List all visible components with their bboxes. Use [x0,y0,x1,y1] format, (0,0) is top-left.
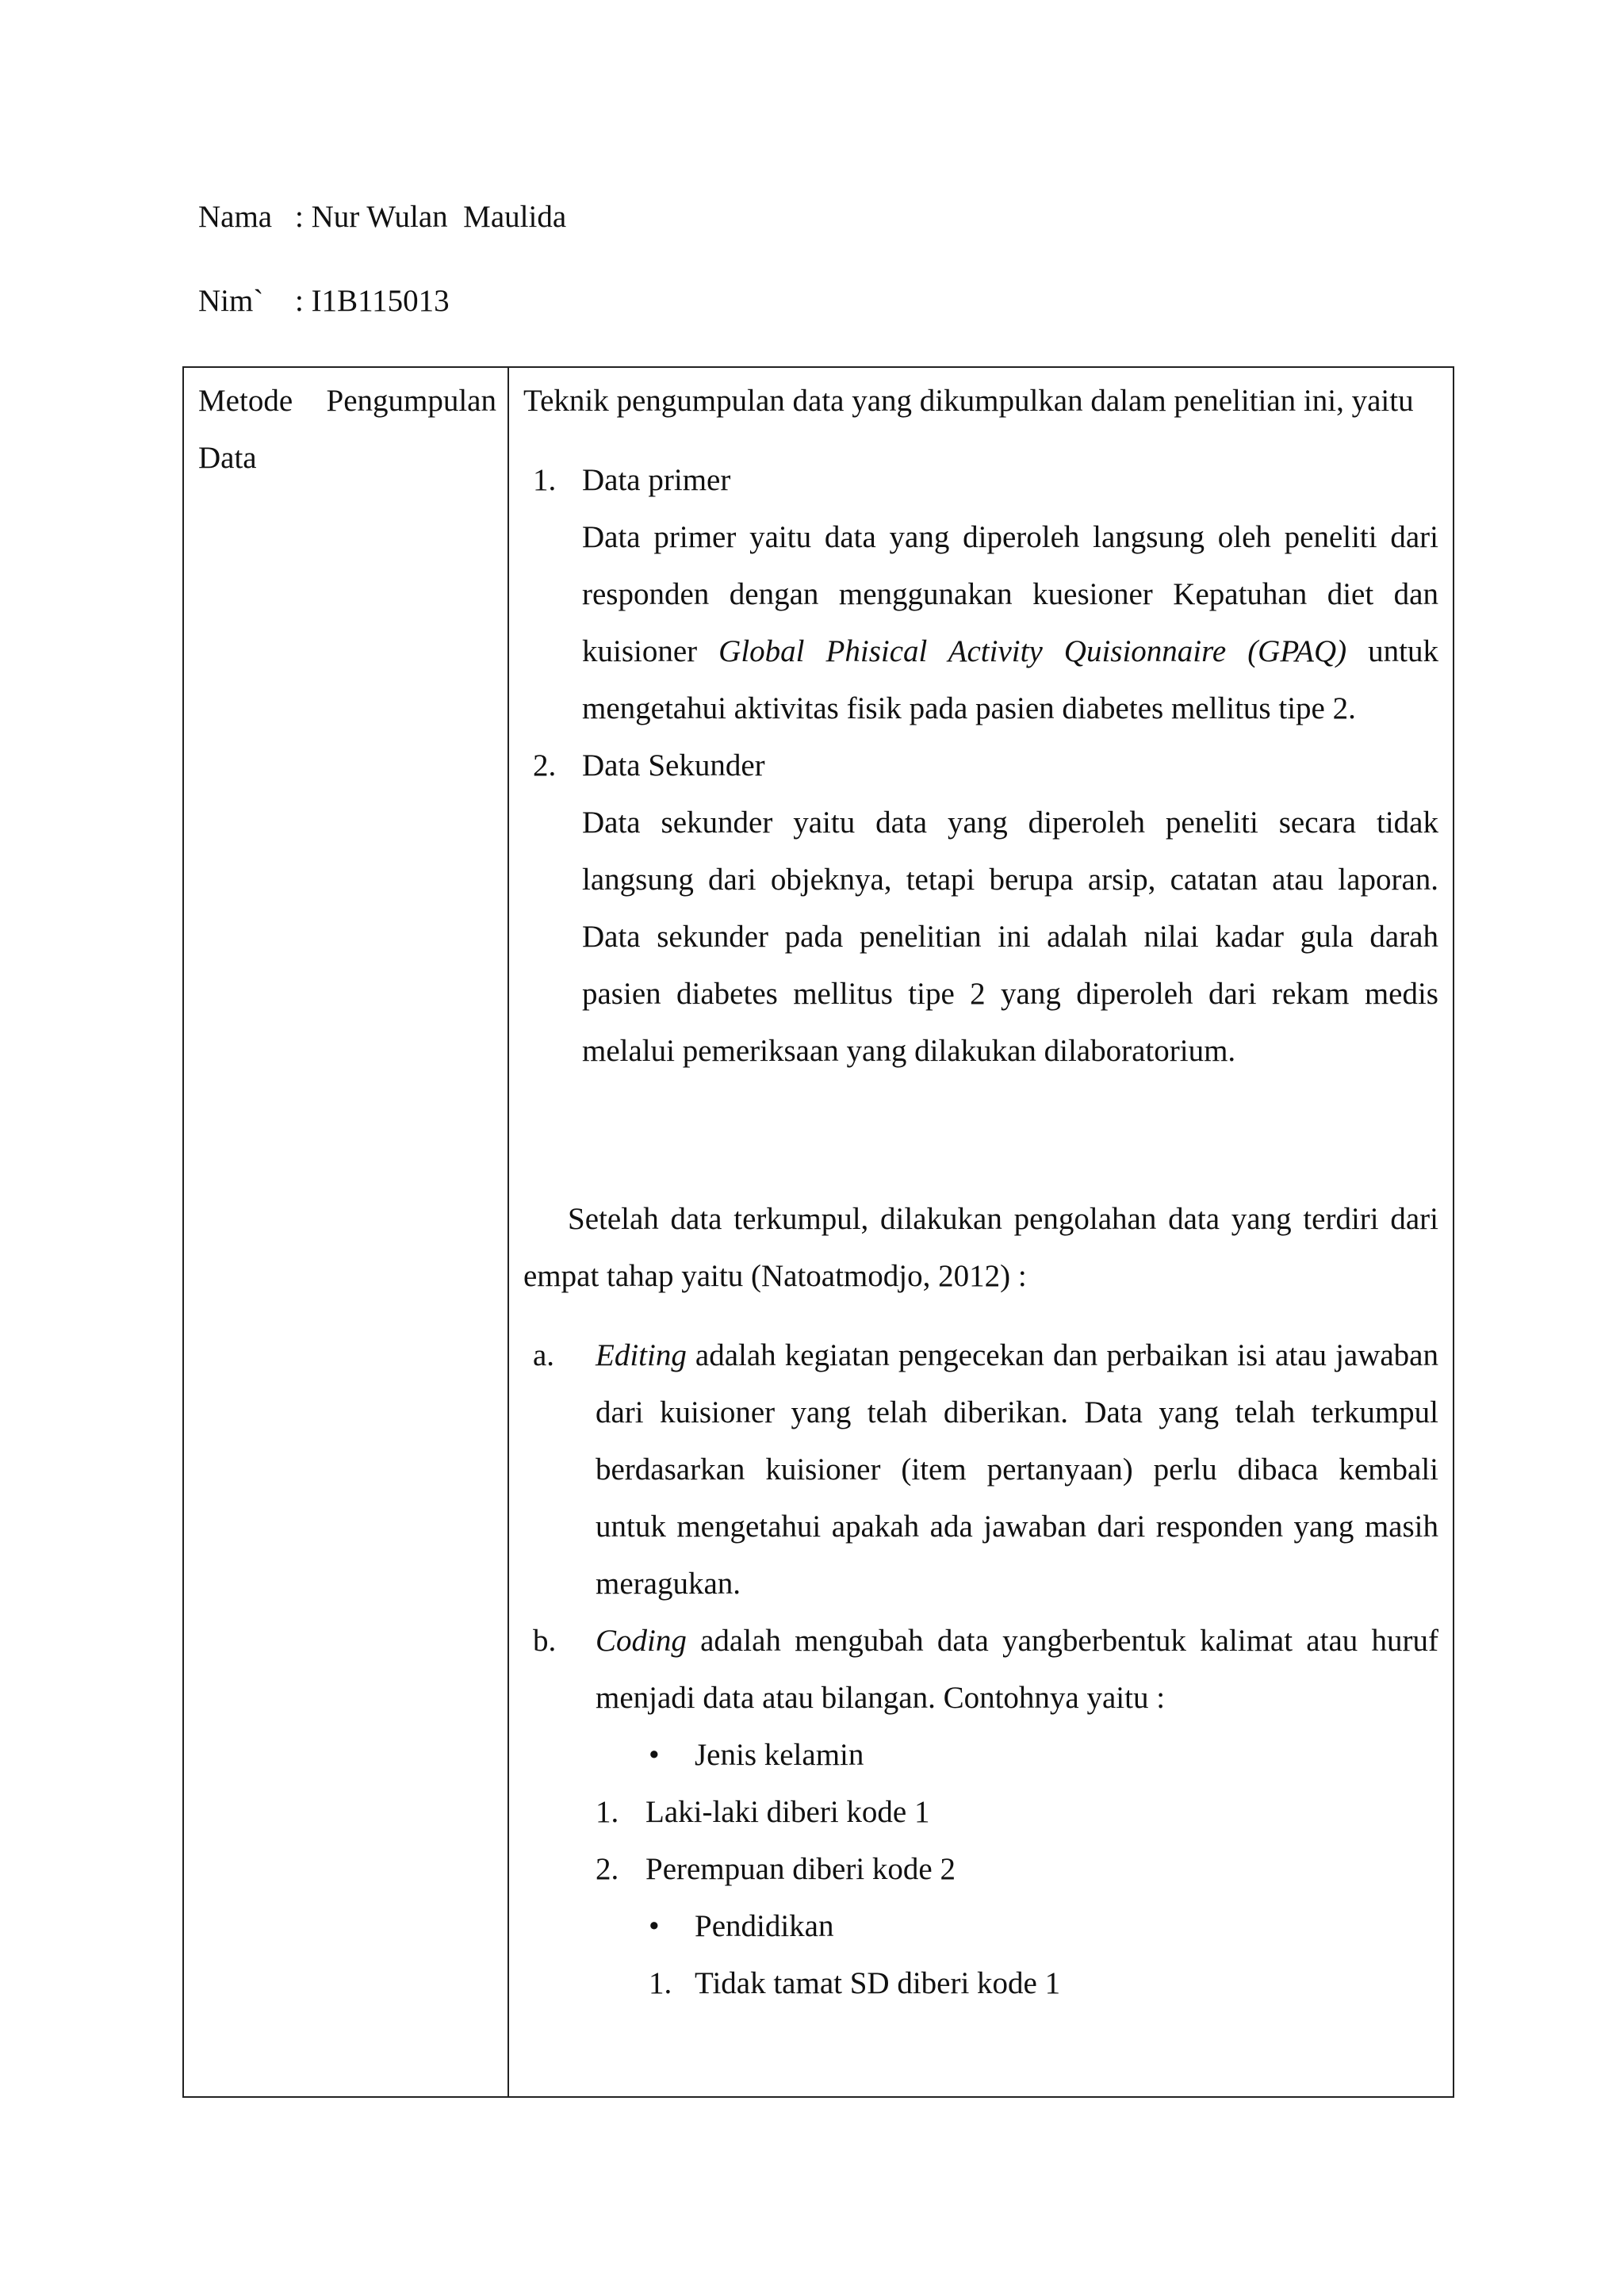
step-term: Coding [596,1624,687,1658]
method-label-cell [183,367,508,2097]
bullet-icon: • [649,1909,660,1943]
method-label-line1: Metode Pengumpulan [198,384,496,418]
method-label-line2: Data [198,441,257,475]
step-letter: b. [533,1624,557,1658]
list-item-title: Data Sekunder [582,748,765,783]
list-item-primary-data [523,452,1438,737]
bullet-label: Jenis kelamin [695,1738,864,1772]
list-item-body: Data sekunder yaitu data yang diperoleh peneliti secara tidak langsung dari objeknya, tetapi berupa arsip, catatan atau laporan. Data sekunder pada penelitian ini adalah nilai kadar gula darah pasien diabetes mellitus tipe 2 yang diperoleh dari rekam medis melalui pemeriksaan yang dilakukan dilaboratorium. [582,806,1438,1068]
step-term: Editing [596,1338,687,1372]
student-name-line [198,201,566,232]
processing-intro-paragraph: Setelah data terkumpul, dilakukan pengolahan data yang terdiri dari empat tahap yaitu (Natoatmodjo, 2012) : [523,1202,1438,1293]
step-body: adalah kegiatan pengecekan dan perbaikan isi atau jawaban dari kuisioner yang telah diberikan. Data yang telah terkumpul berdasarkan kuisioner (item pertanyaan) perlu dibaca kembali untuk mengetahui apakah ada jawaban dari responden yang masih meragukan. [596,1338,1438,1601]
step-editing [523,1327,1438,1613]
code-item: 1. Tidak tamat SD diberi kode 1 [649,1966,1061,2000]
nim-label: Nim` [198,284,264,318]
list-item-title: Data primer [582,463,731,497]
bullet-gender [523,1727,1438,1784]
table-row [183,367,1454,2097]
method-content-cell [508,367,1454,2097]
student-id-line [198,285,450,316]
step-body: adalah mengubah data yangberbentuk kalimat atau huruf menjadi data atau bilangan. Contohnya yaitu : [596,1624,1438,1715]
intro-paragraph: Teknik pengumpulan data yang dikumpulkan dalam penelitian ini, yaitu [523,384,1414,418]
bullet-icon: • [649,1738,660,1772]
list-item-body: Data primer yaitu data yang diperoleh langsung oleh peneliti dari responden dengan menggunakan kuesioner Kepatuhan diet dan kuisioner Global Phisical Activity Quisionnaire (GPAQ) untuk mengetahui aktivitas fisik pada pasien diabetes mellitus tipe 2. [582,520,1438,725]
name-label: Nama [198,200,273,234]
bullet-education [523,1898,1438,1955]
nim-value: : I1B115013 [295,284,450,318]
name-value: : Nur Wulan Maulida [295,200,567,234]
gpaq-term: Global Phisical Activity Quisionnaire (GPAQ) [718,634,1347,668]
list-number: 2. [533,748,557,783]
method-table [182,366,1454,2098]
bullet-label: Pendidikan [695,1909,834,1943]
code-item: 2. Perempuan diberi kode 2 [596,1852,956,1886]
step-letter: a. [533,1338,555,1372]
list-item-secondary-data [523,737,1438,1080]
list-number: 1. [533,463,557,497]
step-coding [523,1613,1438,1727]
code-item: 1. Laki-laki diberi kode 1 [596,1795,930,1829]
